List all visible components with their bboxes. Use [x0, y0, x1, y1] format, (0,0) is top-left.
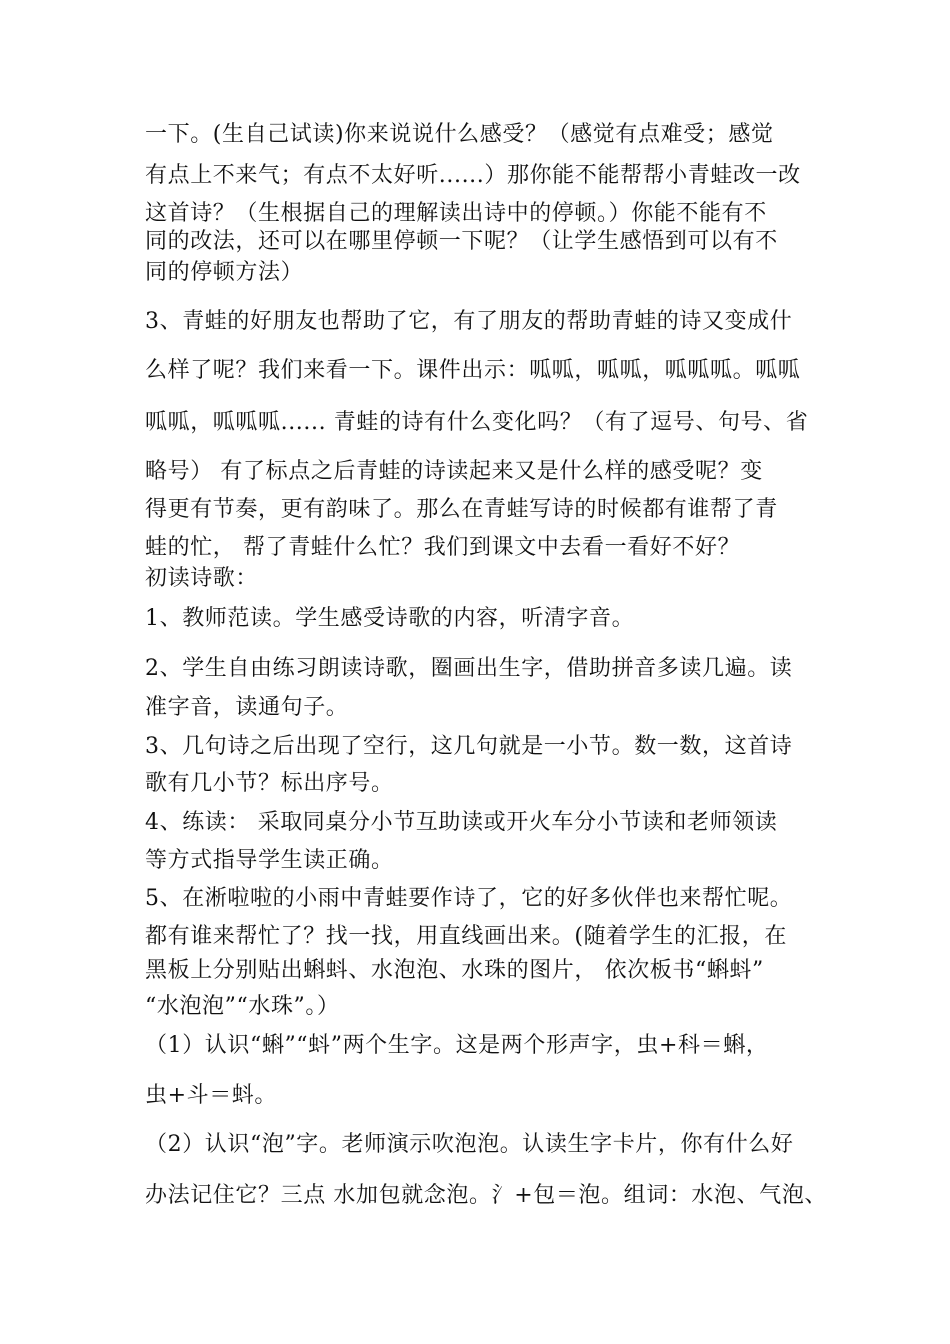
text-line: 虫+斗＝蚪。 [145, 1083, 278, 1108]
text-line: （1）认识“蝌”“蚪”两个生字。这是两个形声字，虫+科＝蝌， [145, 1033, 769, 1058]
text-line: 3、几句诗之后出现了空行，这几句就是一小节。数一数，这首诗 [145, 734, 793, 759]
text-line: 黑板上分别贴出蝌蚪、水泡泡、水珠的图片， 依次板书“蝌蚪” [145, 958, 764, 983]
text-line: 5、在淅啦啦的小雨中青蛙要作诗了，它的好多伙伴也来帮忙呢。 [145, 886, 793, 911]
text-line: （2）认识“泡”字。老师演示吹泡泡。认读生字卡片，你有什么好 [145, 1132, 794, 1157]
text-line: 同的停顿方法） [145, 260, 304, 285]
text-line: 4、练读： 采取同桌分小节互助读或开火车分小节读和老师领读 [145, 810, 778, 835]
text-line: “水泡泡”“水珠”。） [145, 994, 340, 1019]
text-line: 歌有几小节？标出序号。 [145, 771, 394, 796]
text-line: 3、青蛙的好朋友也帮助了它，有了朋友的帮助青蛙的诗又变成什 [145, 309, 793, 334]
text-line: 准字音，读通句子。 [145, 695, 349, 720]
text-line: 办法记住它？三点 水加包就念泡。氵+包＝泡。组词：水泡、气泡、 [145, 1183, 828, 1208]
text-line: 略号） 有了标点之后青蛙的诗读起来又是什么样的感受呢？变 [145, 459, 763, 484]
text-line: 同的改法，还可以在哪里停顿一下呢？（让学生感悟到可以有不 [145, 229, 778, 254]
text-line: 等方式指导学生读正确。 [145, 848, 394, 873]
text-line: 得更有节奏，更有韵味了。那么在青蛙写诗的时候都有谁帮了青 [145, 497, 778, 522]
text-line: 都有谁来帮忙了？找一找，用直线画出来。(随着学生的汇报，在 [145, 924, 787, 949]
text-line: 有点上不来气；有点不太好听......）那你能不能帮帮小青蛙改一改 [145, 163, 801, 188]
text-line: 初读诗歌： [145, 566, 259, 591]
text-line: 一下。(生自己试读)你来说说什么感受？（感觉有点难受；感觉 [145, 122, 774, 147]
text-line: 1、教师范读。学生感受诗歌的内容，听清字音。 [145, 606, 635, 631]
text-line: 蛙的忙， 帮了青蛙什么忙？我们到课文中去看一看好不好？ [145, 535, 741, 560]
text-line: 这首诗？（生根据自己的理解读出诗中的停顿。）你能不能有不 [145, 201, 767, 226]
text-line: 呱呱，呱呱呱...... 青蛙的诗有什么变化吗？（有了逗号、句号、省 [145, 410, 809, 435]
text-line: 2、学生自由练习朗读诗歌，圈画出生字，借助拼音多读几遍。读 [145, 656, 793, 681]
text-line: 么样了呢？我们来看一下。课件出示：呱呱，呱呱，呱呱呱。呱呱 [145, 358, 801, 383]
